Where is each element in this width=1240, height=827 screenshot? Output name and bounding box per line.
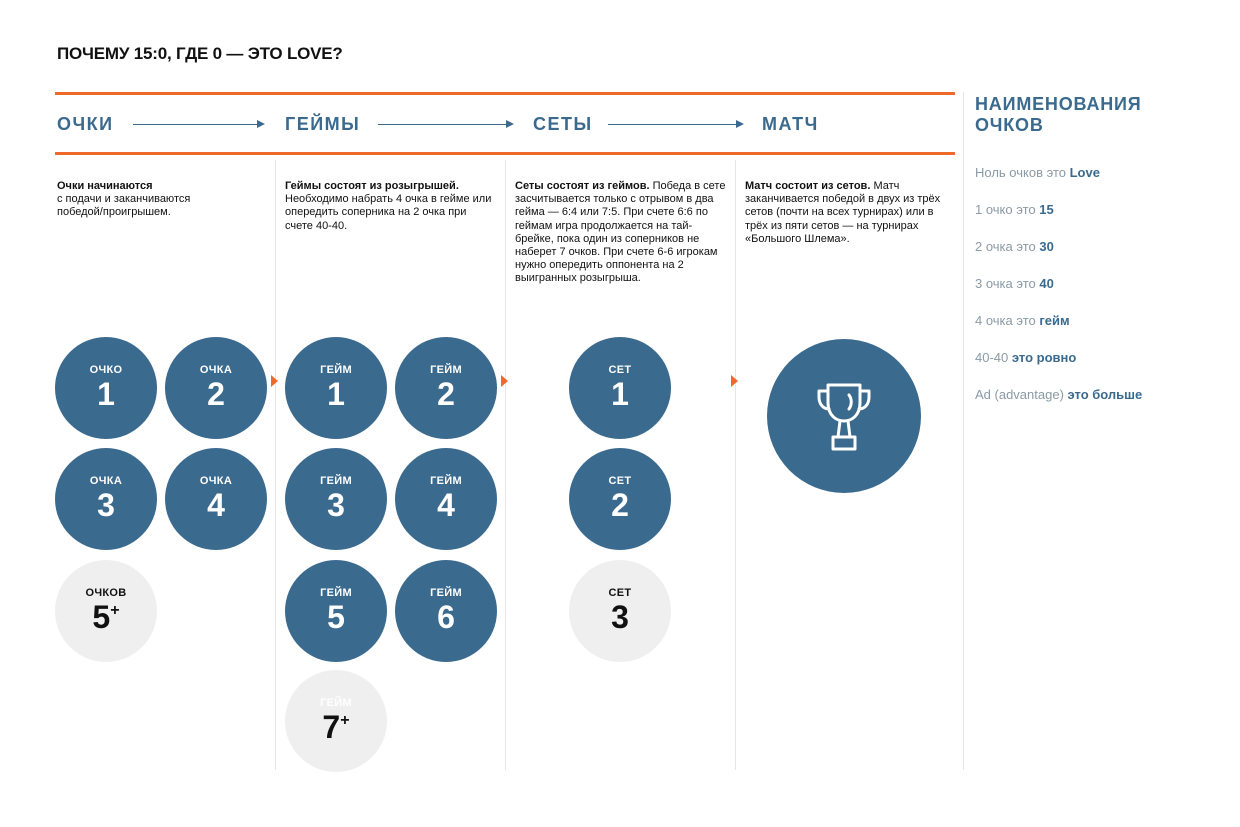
set-circle-1 <box>569 337 671 439</box>
score-name-value: 15 <box>1039 202 1054 217</box>
circle-label: ОЧКО <box>89 364 123 376</box>
circle-label: СЕТ <box>608 364 632 376</box>
circle-number: 4 <box>437 487 455 523</box>
circle-number-value: 7 <box>322 709 341 745</box>
game-circle-2 <box>395 337 497 439</box>
point-circle-5-plus <box>55 560 157 662</box>
chevron-right-icon <box>731 375 738 387</box>
score-name-item <box>975 313 1070 328</box>
game-circle-5 <box>285 560 387 662</box>
circle-number: 3 <box>327 487 345 523</box>
circle-number: 1 <box>611 376 629 412</box>
circle-number: 2 <box>207 376 225 412</box>
top-orange-rule <box>55 92 955 95</box>
points-description-lead: Очки начинаются <box>57 180 153 192</box>
sidebar-title-line2: ОЧКОВ <box>975 114 1044 135</box>
score-name-prefix: 1 очко это <box>975 202 1040 217</box>
sidebar-title-line1: НАИМЕНОВАНИЯ <box>975 94 1142 114</box>
circle-number: 5 <box>327 599 345 635</box>
point-circle-3 <box>55 448 157 550</box>
circle-number: 4 <box>207 487 225 523</box>
flow-arrow-3 <box>608 124 742 125</box>
circle-label: ГЕЙМ <box>430 587 462 599</box>
sets-description-text: Победа в сете засчитывается только с отрывом в два гейма — 6:4 или 7:5. При счете 6:6 по геймам игра продолжается на тай-брейке, пока один из соперников не наберет 7 очков. При счете 6-6 игрокам нужно опередить оппонента на 2 выигранных розыгрыша. <box>515 180 726 285</box>
circle-label: ОЧКОВ <box>85 587 127 599</box>
circle-number-plus: + <box>110 602 120 619</box>
circle-label: ГЕЙМ <box>320 475 352 487</box>
stage-points: ОЧКИ <box>57 114 114 134</box>
circle-label: СЕТ <box>608 475 632 487</box>
score-name-value: гейм <box>1039 313 1070 328</box>
score-name-prefix: 4 очка это <box>975 313 1040 328</box>
score-name-prefix: Ad (advantage) <box>975 387 1068 402</box>
game-circle-1 <box>285 337 387 439</box>
stage-match: МАТЧ <box>762 114 819 134</box>
circle-label: ГЕЙМ <box>320 364 352 376</box>
games-description <box>285 180 497 233</box>
circle-number <box>285 711 387 743</box>
circle-label: ГЕЙМ <box>320 697 352 709</box>
column-divider <box>505 160 506 770</box>
page-title: ПОЧЕМУ 15:0, ГДЕ 0 — ЭТО LOVE? <box>57 44 343 63</box>
circle-label: ОЧКА <box>199 475 233 487</box>
flow-arrow-2 <box>378 124 512 125</box>
sidebar-divider <box>963 92 964 770</box>
flow-arrow-1 <box>133 124 263 125</box>
chevron-right-icon <box>501 375 508 387</box>
match-description-text: Матч заканчивается победой в двух из трёх сетов (почти на всех турнирах) или в трёх из пяти сетов — на турнирах «Большого Шлема». <box>745 180 941 245</box>
circle-number: 2 <box>437 376 455 412</box>
column-divider <box>735 160 736 770</box>
set-circle-3 <box>569 560 671 662</box>
game-circle-7-plus <box>285 670 387 772</box>
sets-description-lead: Сеты состоят из геймов. <box>515 180 650 192</box>
score-name-prefix: Ноль очков это <box>975 165 1070 180</box>
bottom-orange-rule <box>55 152 955 155</box>
circle-label: ГЕЙМ <box>320 587 352 599</box>
circle-number <box>55 601 157 633</box>
score-name-value: 40 <box>1039 276 1054 291</box>
match-trophy-circle <box>767 339 921 493</box>
game-circle-4 <box>395 448 497 550</box>
score-name-value: Love <box>1069 165 1100 180</box>
score-name-item <box>975 239 1054 254</box>
games-description-text: Необходимо набрать 4 очка в гейме или опередить соперника на 2 очка при счете 40-40. <box>285 193 492 232</box>
circle-label: ГЕЙМ <box>430 475 462 487</box>
circle-number: 1 <box>327 376 345 412</box>
score-name-prefix: 2 очка это <box>975 239 1040 254</box>
circle-number: 3 <box>611 599 629 635</box>
circle-label: ГЕЙМ <box>430 364 462 376</box>
points-description-text: с подачи и заканчиваются победой/проигрышем. <box>57 193 191 219</box>
trophy-icon <box>814 381 874 453</box>
circle-number: 1 <box>97 376 115 412</box>
score-name-item <box>975 276 1054 291</box>
score-name-prefix: 3 очка это <box>975 276 1040 291</box>
sets-description <box>515 180 727 286</box>
chevron-right-icon <box>271 375 278 387</box>
circle-label: СЕТ <box>608 587 632 599</box>
score-name-item <box>975 202 1054 217</box>
circle-number-plus: + <box>340 712 350 729</box>
stage-games: ГЕЙМЫ <box>285 114 361 134</box>
set-circle-2 <box>569 448 671 550</box>
score-name-item <box>975 350 1076 365</box>
games-description-lead: Геймы состоят из розыгрышей. <box>285 180 459 192</box>
stage-sets: СЕТЫ <box>533 114 593 134</box>
match-description <box>745 180 957 246</box>
score-name-value: это больше <box>1067 387 1143 402</box>
circle-number: 3 <box>97 487 115 523</box>
point-circle-4 <box>165 448 267 550</box>
score-name-prefix: 40-40 <box>975 350 1012 365</box>
point-circle-1 <box>55 337 157 439</box>
game-circle-3 <box>285 448 387 550</box>
circle-number-value: 5 <box>92 599 111 635</box>
column-divider <box>275 160 276 770</box>
circle-label: ОЧКА <box>199 364 233 376</box>
circle-number: 6 <box>437 599 455 635</box>
score-name-item <box>975 165 1100 180</box>
circle-number: 2 <box>611 487 629 523</box>
point-circle-2 <box>165 337 267 439</box>
sidebar-title <box>975 94 1142 135</box>
score-name-item <box>975 387 1142 402</box>
points-description <box>57 180 237 220</box>
circle-label: ОЧКА <box>89 475 123 487</box>
score-name-value: 30 <box>1039 239 1054 254</box>
score-name-value: это ровно <box>1011 350 1077 365</box>
match-description-lead: Матч состоит из сетов. <box>745 180 871 192</box>
game-circle-6 <box>395 560 497 662</box>
